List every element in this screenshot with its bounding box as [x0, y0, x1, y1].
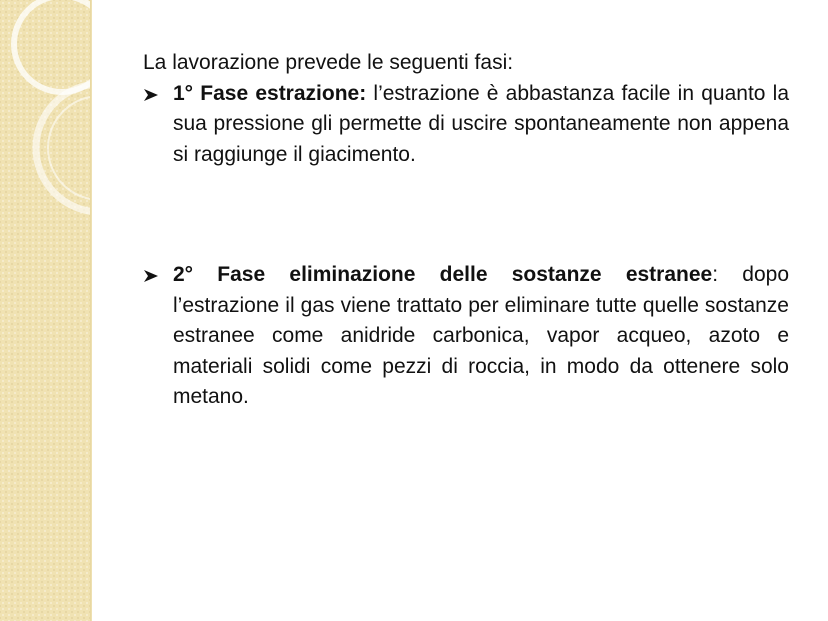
slide-content	[143, 48, 789, 413]
ring-top	[14, 0, 92, 92]
decorative-rings	[0, 0, 92, 621]
bullet-text-phase-1: l’estrazione è abbastanza facile in quanto la sua pressione gli permette di uscire spontaneamente non appena si raggiunge il giacimento.	[173, 81, 789, 166]
bullet-item-phase-1	[143, 79, 789, 171]
ring-middle-outer	[36, 84, 92, 212]
arrowhead-bullet-icon	[143, 269, 159, 283]
ring-middle-inner	[48, 96, 92, 200]
sidebar-edge	[90, 0, 92, 621]
decorative-sidebar	[0, 0, 92, 621]
bullet-text-phase-2: : dopo l’estrazione il gas viene trattato per eliminare tutte quelle sostanze estranee come anidride carbonica, vapor acqueo, azoto e materiali solidi come pezzi di roccia, in modo da ottenere solo metano.	[173, 263, 789, 408]
arrowhead-bullet-icon	[143, 88, 159, 102]
bullet-title-phase-1: 1° Fase estrazione:	[173, 81, 367, 105]
intro-text: La lavorazione prevede le seguenti fasi:	[143, 51, 514, 74]
bullet-item-phase-2	[143, 260, 789, 413]
bullet-title-phase-2: 2° Fase eliminazione delle sostanze estranee	[173, 263, 713, 286]
